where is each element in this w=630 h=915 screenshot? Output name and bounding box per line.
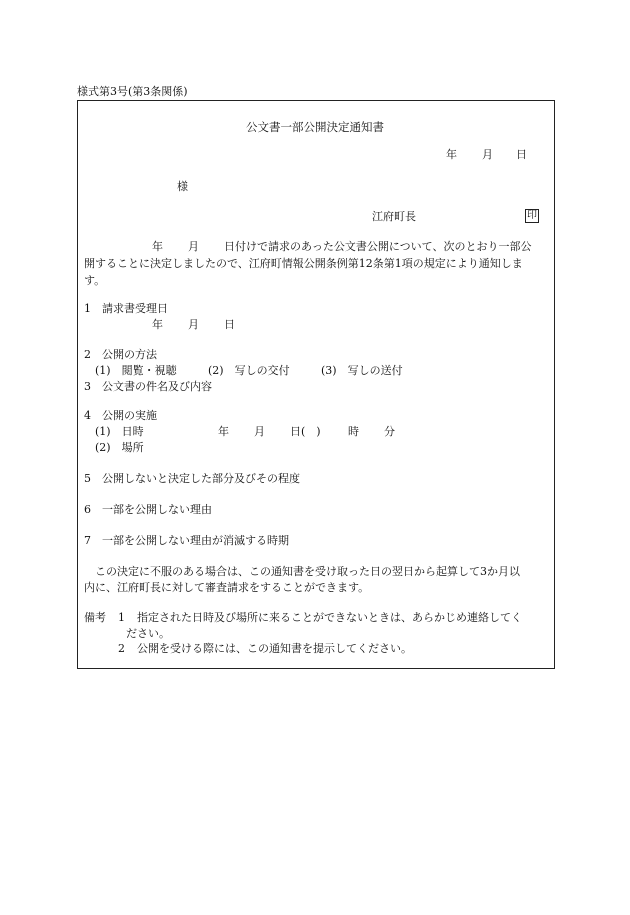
section-4-title: 4 公開の実施 <box>84 409 157 422</box>
note-1-number: 1 <box>118 611 125 624</box>
receipt-date-day: 日 <box>224 318 235 331</box>
section-1-title: 1 請求書受理日 <box>84 302 168 315</box>
note-1-line-2: ださい。 <box>126 627 170 640</box>
issue-date-year: 年 <box>446 148 457 161</box>
intro-month: 月 <box>188 240 199 253</box>
datetime-hour: 時 <box>348 425 359 438</box>
method-option-1: (1) 閲覧・視聴 <box>95 364 177 377</box>
notes-label: 備考 <box>84 611 106 624</box>
place-label: (2) 場所 <box>95 441 144 454</box>
datetime-day: 日( ) <box>290 425 321 438</box>
section-5-title: 5 公開しないと決定した部分及びその程度 <box>84 472 300 485</box>
issue-date-day: 日 <box>516 148 527 161</box>
form-label: 様式第3号(第3条関係) <box>77 85 188 98</box>
receipt-date-month: 月 <box>188 318 199 331</box>
method-option-3: (3) 写しの送付 <box>321 364 403 377</box>
receipt-date-year: 年 <box>152 318 163 331</box>
seal-mark: 印 <box>527 210 537 221</box>
intro-year: 年 <box>152 240 163 253</box>
intro-day-text: 日付けで請求のあった公文書公開について、次のとおり一部公 <box>224 240 532 253</box>
appeal-line-1: この決定に不服のある場合は、この通知書を受け取った日の翌日から起算して3か月以 <box>95 565 520 578</box>
document-title: 公文書一部公開決定通知書 <box>246 120 384 134</box>
datetime-month: 月 <box>254 425 265 438</box>
issue-date-month: 月 <box>482 148 493 161</box>
datetime-label: (1) 日時 <box>95 425 144 438</box>
note-2-text: 公開を受ける際には、この通知書を提示してください。 <box>137 642 412 655</box>
section-3-title: 3 公文書の件名及び内容 <box>84 380 212 393</box>
addressee-suffix: 様 <box>177 180 188 193</box>
section-6-title: 6 一部を公開しない理由 <box>84 503 212 516</box>
method-option-2: (2) 写しの交付 <box>208 364 290 377</box>
section-2-title: 2 公開の方法 <box>84 348 157 361</box>
section-7-title: 7 一部を公開しない理由が消滅する時期 <box>84 534 289 547</box>
intro-line-3: す。 <box>84 274 106 287</box>
intro-line-2: 開することに決定しましたので、江府町情報公開条例第12条第1項の規定により通知しま <box>84 257 523 270</box>
appeal-line-2: 内に、江府町長に対して審査請求をすることができます。 <box>84 581 370 594</box>
datetime-minute: 分 <box>384 425 395 438</box>
note-1-line-1: 指定された日時及び場所に来ることができないときは、あらかじめ連絡してく <box>137 611 522 624</box>
note-2-number: 2 <box>118 642 125 655</box>
issuer-name: 江府町長 <box>372 210 416 223</box>
datetime-year: 年 <box>218 425 229 438</box>
